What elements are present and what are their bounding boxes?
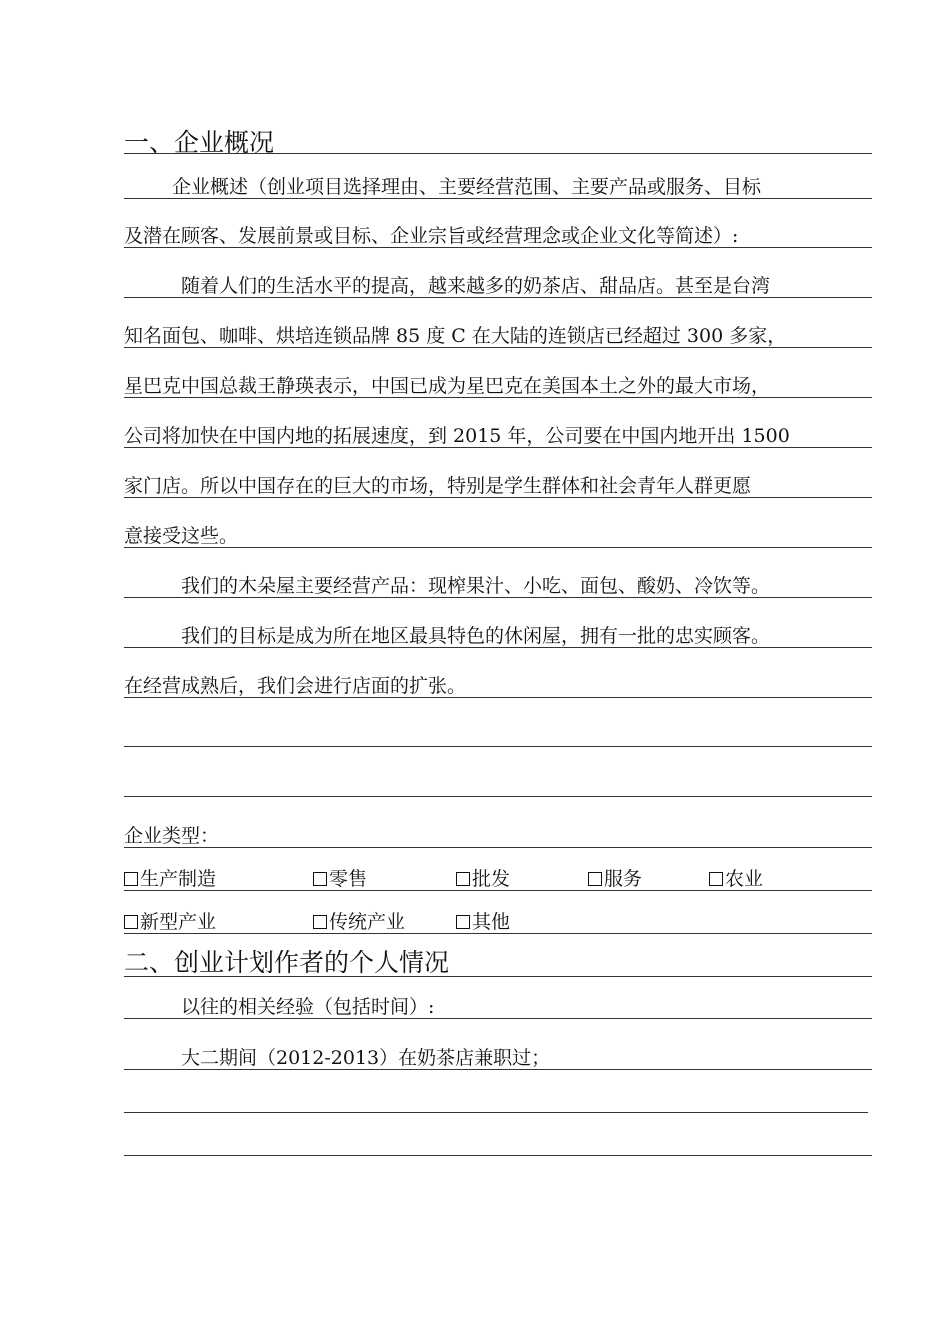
writing-line [124,890,872,891]
writing-line [124,198,872,199]
blank-writing-line [124,746,872,747]
checkbox-agriculture[interactable] [709,867,763,891]
checkbox-label: 农业 [725,868,764,890]
paragraph1-line: 公司将加快在中国内地的拓展速度，到 2015 年，公司要在中国内地开出 1500 [124,425,790,447]
checkbox-icon[interactable] [456,915,470,929]
section1-heading: 一、企业概况 [124,128,275,157]
overview-prompt-line1: 企业概述（创业项目选择理由、主要经营范围、主要产品或服务、目标 [172,176,762,198]
checkbox-label: 批发 [472,868,511,890]
paragraph1-line: 随着人们的生活水平的提高，越来越多的奶茶店、甜品店。甚至是台湾 [181,275,771,297]
writing-line [124,1069,872,1070]
checkbox-icon[interactable] [124,915,138,929]
heading-rule [124,153,872,154]
section2-heading: 二、创业计划作者的个人情况 [124,948,450,977]
experience-entry: 大二期间（2012-2013）在奶茶店兼职过； [181,1047,551,1069]
writing-line [124,297,872,298]
heading-rule [124,976,872,977]
checkbox-icon[interactable] [456,872,470,886]
writing-line [124,447,872,448]
checkbox-manufacturing[interactable] [124,867,216,891]
writing-line [124,497,872,498]
checkbox-retail[interactable] [313,867,367,891]
paragraph2: 我们的木朵屋主要经营产品：现榨果汁、小吃、面包、酸奶、冷饮等。 [181,575,771,597]
checkbox-label: 其他 [472,911,511,933]
checkbox-icon[interactable] [313,915,327,929]
paragraph1-line: 家门店。所以中国存在的巨大的市场，特别是学生群体和社会青年人群更愿 [124,475,752,497]
enterprise-type-label: 企业类型： [124,825,220,847]
paragraph3-line: 我们的目标是成为所在地区最具特色的休闲屋，拥有一批的忠实顾客。 [181,625,771,647]
writing-line [124,647,872,648]
writing-line [124,847,872,848]
paragraph1-line: 星巴克中国总裁王静瑛表示，中国已成为星巴克在美国本土之外的最大市场， [124,375,771,397]
paragraph1-line: 知名面包、咖啡、烘培连锁品牌 85 度 C 在大陆的连锁店已经超过 300 多家， [124,325,787,347]
writing-line [124,597,872,598]
paragraph3-line: 在经营成熟后，我们会进行店面的扩张。 [124,675,467,697]
paragraph1-line: 意接受这些。 [124,525,239,547]
checkbox-wholesale[interactable] [456,867,510,891]
overview-prompt-line2: 及潜在顾客、发展前景或目标、企业宗旨或经营理念或企业文化等简述）: [124,225,739,247]
checkbox-label: 新型产业 [140,911,217,933]
checkbox-label: 生产制造 [140,868,217,890]
checkbox-label: 传统产业 [329,911,406,933]
checkbox-label: 服务 [604,868,643,890]
checkbox-other[interactable] [456,910,510,934]
writing-line [124,547,872,548]
writing-line [124,247,872,248]
experience-label: 以往的相关经验（包括时间）: [181,996,435,1018]
checkbox-emerging-industry[interactable] [124,910,216,934]
blank-writing-line [124,1155,872,1156]
checkbox-icon[interactable] [709,872,723,886]
checkbox-service[interactable] [588,867,642,891]
blank-writing-line [124,796,872,797]
writing-line [124,697,872,698]
writing-line [124,1018,872,1019]
checkbox-icon[interactable] [313,872,327,886]
checkbox-icon[interactable] [124,872,138,886]
checkbox-label: 零售 [329,868,368,890]
blank-writing-line [124,1112,868,1113]
writing-line [124,347,872,348]
checkbox-traditional-industry[interactable] [313,910,405,934]
checkbox-icon[interactable] [588,872,602,886]
writing-line [124,397,872,398]
writing-line [124,933,872,934]
